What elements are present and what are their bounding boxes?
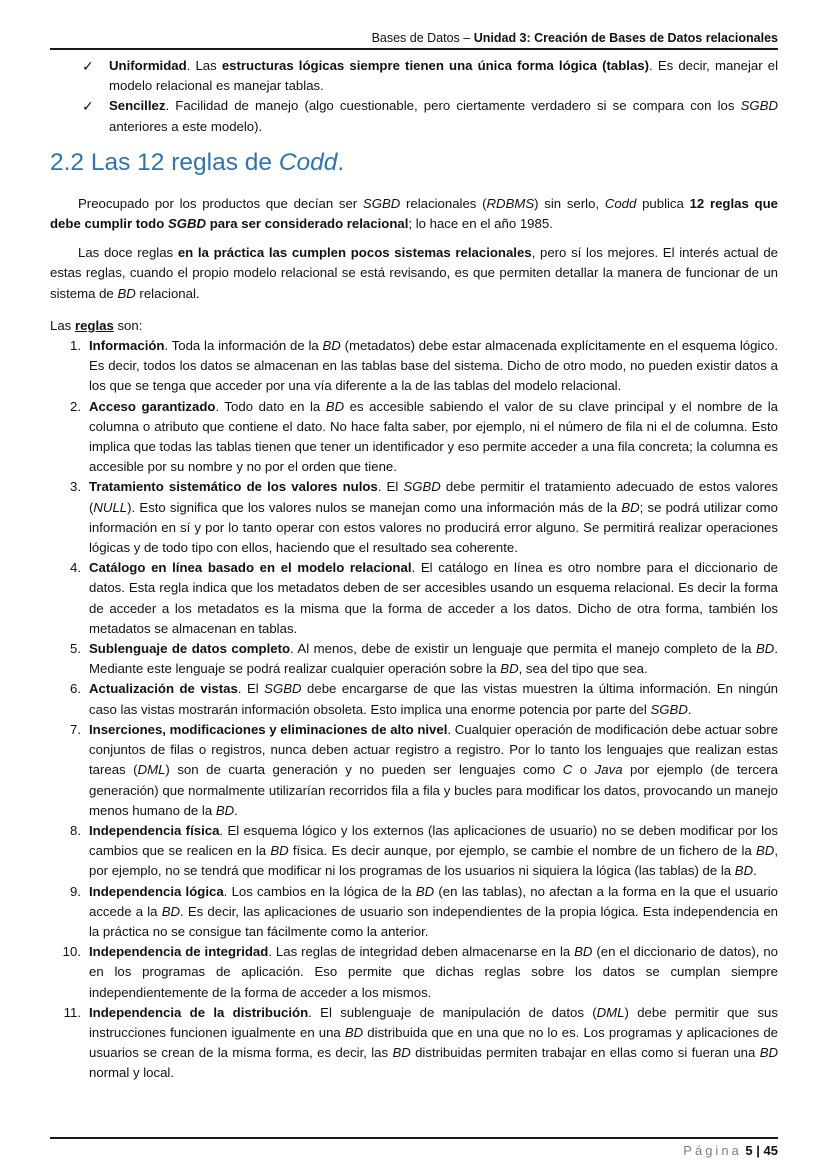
rule-item: 5. Sublenguaje de datos completo. Al menos, debe de existir un lenguaje que permita el manejo completo de la BD. Mediante este lenguaje se podrá realizar cualquier operación sobre la BD, sea del tipo que sea. <box>50 639 778 679</box>
paragraph-codd-intro: Preocupado por los productos que decían ser SGBD relacionales (RDBMS) sin serlo, Codd publica 12 reglas que debe cumplir todo SGBD para ser considerado relacional; lo hace en el año 1985. <box>50 195 778 232</box>
rule-number: 6. <box>70 681 81 697</box>
header-course: Bases de Datos <box>371 31 460 45</box>
rule-number: 10. <box>62 944 81 960</box>
header-unit: Unidad 3: Creación de Bases de Datos relacionales <box>473 31 778 45</box>
section-title: Las 12 reglas de <box>90 148 279 176</box>
rule-number: 9. <box>70 883 81 899</box>
footer-rule <box>50 1137 778 1139</box>
rule-title: Independencia de la distribución <box>89 1004 309 1020</box>
rule-title: Independencia de integridad <box>89 944 269 960</box>
checkmark-icon: ✓ <box>82 98 94 115</box>
page-footer <box>683 1142 778 1160</box>
rule-item: 10. Independencia de integridad. Las reglas de integridad deben almacenarse en la BD (en el diccionario de datos), no en los programas de aplicación. Eso permite que dichas reglas sobre los datos se cumplan siempre independientemente de la forma de acceder a los mismos. <box>50 942 778 1003</box>
section-number: 2.2 <box>50 148 85 176</box>
rule-number: 7. <box>70 721 81 737</box>
rule-item: 9. Independencia lógica. Los cambios en la lógica de la BD (en las tablas), no afectan a la forma en la que el usuario accede a la BD. Es decir, las aplicaciones de usuario son independientes de la propia lógica. Esta independencia en la práctica no se consigue tan fácilmente como la anterior. <box>50 882 778 943</box>
rule-title: Independencia lógica <box>89 883 224 899</box>
rule-item: 7. Inserciones, modificaciones y eliminaciones de alto nivel. Cualquier operación de modificación debe actuar sobre conjuntos de filas o registros, nunca deben actuar registro a registro. Por lo tanto los lenguajes que realizan estas tareas (DML) son de cuarta generación y no pueden ser lenguajes como C o Java por ejemplo (de tercera generación) que normalmente utilizarían recorridos fila a fila y bucles para modificar los datos, provocando un manejo menos humano de la BD. <box>50 720 778 821</box>
rule-number: 5. <box>70 641 81 657</box>
bullet-text: anteriores a este modelo). <box>109 118 263 134</box>
running-header <box>50 30 778 46</box>
rule-title: Tratamiento sistemático de los valores nulos <box>89 479 378 495</box>
rule-title: Acceso garantizado <box>89 398 216 414</box>
page-current: 5 <box>745 1143 753 1158</box>
bullet-term: Sencillez <box>109 98 166 114</box>
codd-rules-list <box>50 336 778 1084</box>
list-item <box>50 56 778 96</box>
rule-number: 1. <box>70 338 81 354</box>
bullet-bold-text: estructuras lógicas siempre tienen una única forma lógica (tablas) <box>221 58 650 73</box>
advantages-list <box>50 56 778 137</box>
rule-item: 8. Independencia física. El esquema lógico y los externos (las aplicaciones de usuario) no se deben modificar por los cambios que se realicen en la BD física. Es decir aunque, por ejemplo, se cambie el nombre de un fichero de la BD, por ejemplo, no se tendrá que modificar ni los programas de los usuarios ni siquiera la lógica (las tablas) de la BD. <box>50 821 778 882</box>
rule-number: 2. <box>70 398 81 414</box>
page-content <box>50 56 778 1084</box>
rules-intro: Las reglas son: <box>50 317 143 333</box>
header-separator: – <box>459 31 474 45</box>
section-title-end: . <box>337 148 345 176</box>
rule-title: Sublenguaje de datos completo <box>89 641 291 657</box>
bullet-text: . Es decir, manejar el modelo relacional es manejar tablas. <box>109 58 778 94</box>
rule-title: Información <box>89 338 165 354</box>
list-item <box>50 96 778 136</box>
rule-number: 11. <box>63 1004 81 1020</box>
rule-item: 11. Independencia de la distribución. El sublenguaje de manipulación de datos (DML) debe permitir que sus instrucciones funcionen igualmente en una BD distribuida que en una que no lo es. Los programas y aplicaciones de usuarios se crean de la misma forma, es decir, las BD distribuidas permiten trabajar en ellas como si fueran una BD normal y local. <box>50 1003 778 1084</box>
paragraph-rules-interest: Las doce reglas en la práctica las cumplen pocos sistemas relacionales, pero sí los mejores. El interés actual de estas reglas, cuando el propio modelo relacional se está revisando, es que permiten detallar la manera de funcionar de un sistema de BD relacional. <box>50 245 779 301</box>
rule-number: 8. <box>70 822 81 838</box>
rule-item: 4. Catálogo en línea basado en el modelo relacional. El catálogo en línea es otro nombre para el diccionario de datos. Esta regla indica que los metadatos deben de ser accesibles usando un esquema relacional. Es decir la forma de acceder a los metadatos es la misma que la forma de acceder a los datos. Dicho de otra forma, también los metadatos se almacenan en tablas. <box>50 558 778 639</box>
rule-title: Catálogo en línea basado en el modelo relacional <box>89 560 412 576</box>
bullet-text: . Facilidad de manejo (algo cuestionable, pero ciertamente verdadero si se compara con los <box>165 98 741 114</box>
rule-title: Actualización de vistas <box>89 681 238 697</box>
checkmark-icon: ✓ <box>82 58 94 74</box>
header-rule <box>50 48 778 50</box>
rule-title: Inserciones, modificaciones y eliminaciones de alto nivel <box>89 721 448 737</box>
section-heading <box>50 148 778 178</box>
rule-item: 6. Actualización de vistas. El SGBD debe encargarse de que las vistas muestren la última información. En ningún caso las vistas mostrarán información obsoleta. Esto implica una enorme potencia por parte del SGBD. <box>50 679 778 719</box>
section-title-italic: Codd <box>278 148 338 176</box>
page-label: Página <box>683 1143 742 1158</box>
bullet-term: Uniformidad <box>109 58 187 73</box>
page-total: 45 <box>763 1143 778 1158</box>
rule-number: 3. <box>70 479 81 495</box>
rule-title: Independencia física <box>89 822 220 838</box>
bullet-text: . Las <box>186 58 222 73</box>
page-separator: | <box>756 1143 760 1158</box>
rule-item: 3. Tratamiento sistemático de los valores nulos. El SGBD debe permitir el tratamiento adecuado de estos valores (NULL). Esto significa que los valores nulos se manejan como una información más de la BD; se podrá utilizar como información en sí y por lo tanto operar con estos valores no producirá error alguno. Se permitirá realizar operaciones lógicas y de todo tipo con ellos, haciendo que el resultado sea coherente. <box>50 477 778 558</box>
rule-item: 2. Acceso garantizado. Todo dato en la BD es accesible sabiendo el valor de su clave principal y el nombre de la columna o atributo que contiene el dato. No hace falta saber, por ejemplo, ni el número de fila ni el de columna. Esto implica que todas las tablas tienen que tener un identificador y eso permite acceder a una fila concreta; la columna es accesible por su nombre y no por el orden que tiene. <box>50 397 778 478</box>
rule-number: 4. <box>70 560 81 576</box>
bullet-italic-text: SGBD <box>740 98 778 114</box>
rule-item: 1. Información. Toda la información de la BD (metadatos) debe estar almacenada explícitamente en el esquema lógico. Es decir, todos los datos se almacenan en las tablas base del sistema. Dicho de otro modo, no pueden existir datos a los que se tenga que acceder por una vía diferente a la de las tablas del modelo relacional. <box>50 336 778 397</box>
